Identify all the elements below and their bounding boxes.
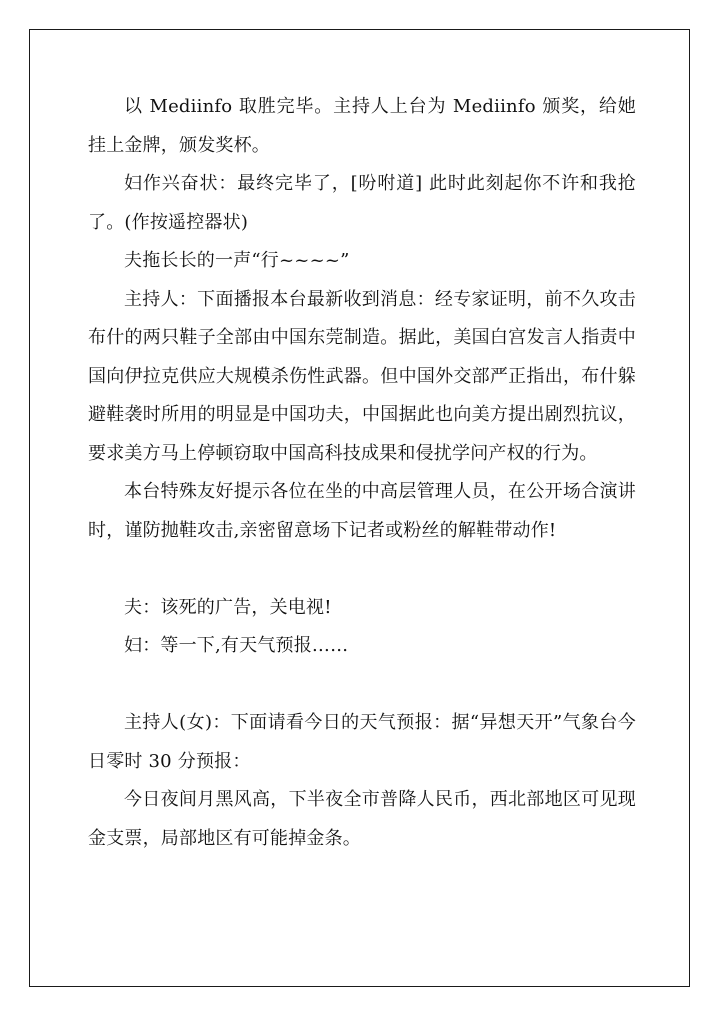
paragraph-husband-ad: 夫：该死的广告，关电视! [124, 596, 332, 618]
blank-line [88, 666, 636, 705]
paragraph-news-report: 主持人：下面播报本台最新收到消息：经专家证明，前不久攻击布什的两只鞋子全部由中国东莞制造。据此，美国白宫发言人指责中国向伊拉克供应大规模杀伤性武器。但中国外交部严正指出，布什躲避鞋袭时所用的明显是中国功夫，中国据此也向美方提出剧烈抗议，要求美方马上停顿窃取中国高科技成果和侵扰学问产权的行为。 [88, 288, 636, 464]
paragraph-award: 以 Mediinfo 取胜完毕。主持人上台为 Mediinfo 颁奖，给她挂上金牌，颁发奖杯。 [88, 96, 636, 156]
paragraph-wife-excited: 妇作兴奋状：最终完毕了，[吩咐道] 此时此刻起你不许和我抢了。(作按遥控器状) [88, 173, 636, 233]
paragraph-friendly-reminder: 本台特殊友好提示各位在坐的中高层管理人员，在公开场合演讲时，谨防抛鞋攻击,亲密留意场下记者或粉丝的解鞋带动作! [88, 481, 636, 541]
paragraph-weather-forecast: 今日夜间月黑风高，下半夜全市普降人民币，西北部地区可见现金支票，局部地区有可能掉金条。 [88, 789, 636, 849]
paragraph-wife-weather: 妇：等一下,有天气预报…… [124, 635, 349, 656]
paragraph-weather-intro: 主持人(女)：下面请看今日的天气预报：据“异想天开”气象台今日零时 30 分预报： [88, 712, 636, 772]
paragraph-husband-reply: 夫拖长长的一声“行~~~~” [124, 250, 350, 271]
document-body [88, 88, 636, 858]
blank-line [88, 550, 636, 589]
